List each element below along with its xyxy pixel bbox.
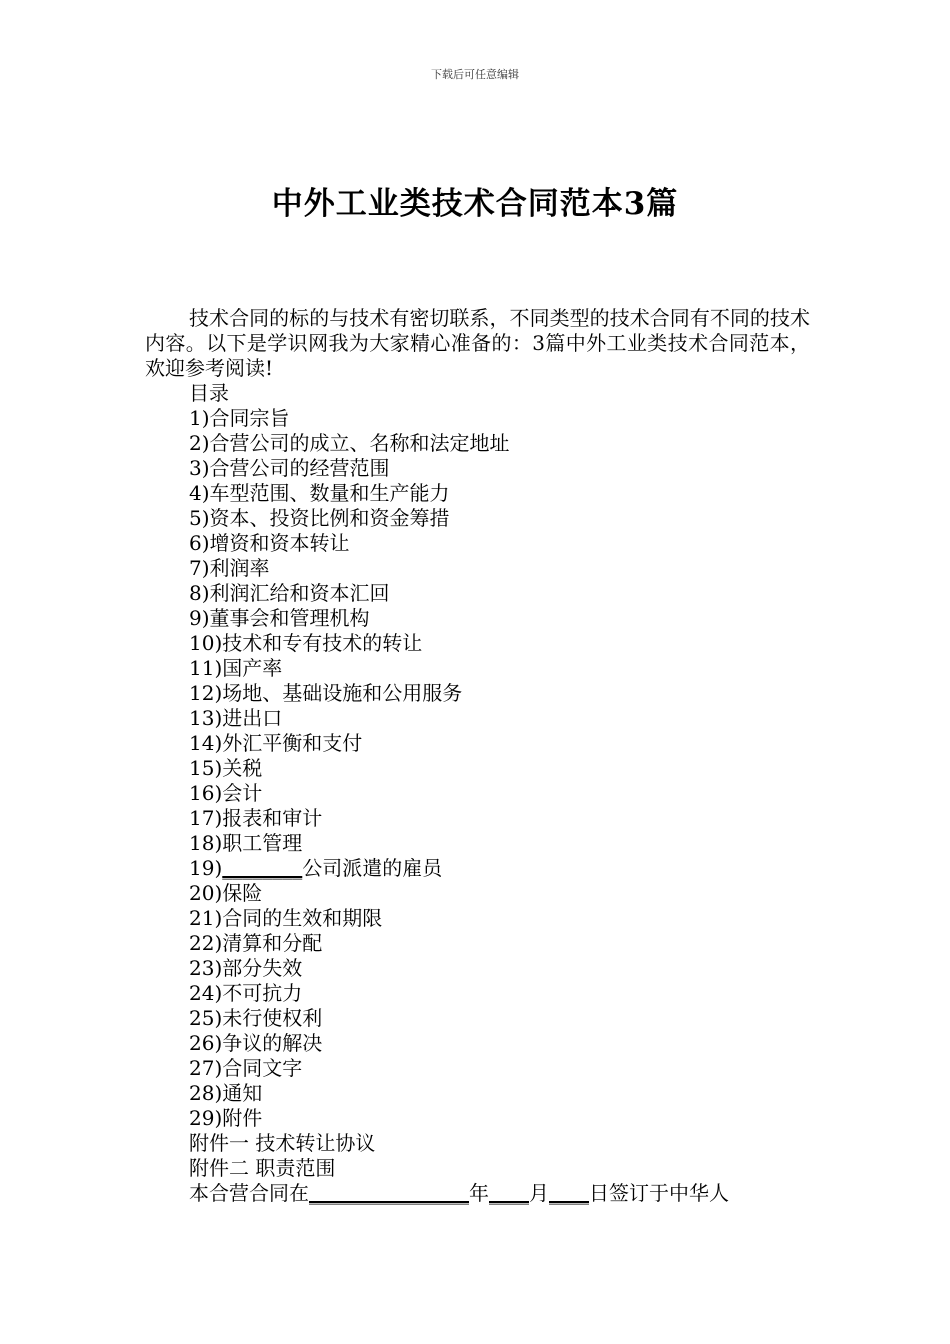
toc-item: 6)增资和资本转让 bbox=[189, 531, 350, 555]
toc-item: 22)清算和分配 bbox=[189, 931, 323, 955]
toc-item: 24)不可抗力 bbox=[189, 981, 303, 1005]
closing-part: 年 bbox=[469, 1181, 489, 1205]
toc-heading: 目录 bbox=[189, 381, 229, 405]
toc-item: 附件二 职责范围 bbox=[189, 1156, 336, 1180]
toc-item: 2)合营公司的成立、名称和法定地址 bbox=[189, 431, 510, 455]
document-title: 中外工业类技术合同范本3篇 bbox=[271, 186, 679, 222]
toc-item: 18)职工管理 bbox=[189, 831, 303, 855]
closing-blank-day: ____ bbox=[549, 1181, 589, 1205]
table-of-contents bbox=[145, 381, 810, 1181]
closing-blank-place: ________________ bbox=[309, 1181, 469, 1205]
toc-item: 15)关税 bbox=[189, 756, 263, 780]
toc-item: 11)国产率 bbox=[189, 656, 283, 680]
toc-item: 17)报表和审计 bbox=[189, 806, 323, 830]
document-body bbox=[145, 306, 810, 1206]
toc-item: 25)未行使权利 bbox=[189, 1006, 323, 1030]
page-header-note: 下载后可任意编辑 bbox=[431, 68, 519, 81]
closing-sentence bbox=[145, 1181, 810, 1206]
toc-item: 16)会计 bbox=[189, 781, 263, 805]
toc-item: 13)进出口 bbox=[189, 706, 283, 730]
intro-paragraph: 技术合同的标的与技术有密切联系，不同类型的技术合同有不同的技术内容。以下是学识网我为大家精心准备的：3篇中外工业类技术合同范本，欢迎参考阅读! bbox=[145, 306, 810, 380]
closing-part: 本合营合同在 bbox=[189, 1181, 309, 1205]
toc-item: 5)资本、投资比例和资金筹措 bbox=[189, 506, 450, 530]
toc-item: 29)附件 bbox=[189, 1106, 263, 1130]
toc-item: 7)利润率 bbox=[189, 556, 270, 580]
toc-item-19-prefix: 19) bbox=[189, 856, 223, 880]
toc-item: 12)场地、基础设施和公用服务 bbox=[189, 681, 463, 705]
toc-item: 9)董事会和管理机构 bbox=[189, 606, 370, 630]
toc-item-19-blank: ________ bbox=[222, 856, 303, 880]
toc-item: 26)争议的解决 bbox=[189, 1031, 323, 1055]
toc-item: 20)保险 bbox=[189, 881, 263, 905]
toc-item: 23)部分失效 bbox=[189, 956, 303, 980]
toc-item: 10)技术和专有技术的转让 bbox=[189, 631, 423, 655]
toc-item: 3)合营公司的经营范围 bbox=[189, 456, 390, 480]
toc-item: 1)合同宗旨 bbox=[189, 406, 290, 430]
toc-item: 附件一 技术转让协议 bbox=[189, 1131, 376, 1155]
toc-item: 14)外汇平衡和支付 bbox=[189, 731, 363, 755]
toc-item-19-suffix: 公司派遣的雇员 bbox=[302, 856, 443, 880]
toc-item: 21)合同的生效和期限 bbox=[189, 906, 383, 930]
toc-item: 8)利润汇给和资本汇回 bbox=[189, 581, 390, 605]
toc-item-19 bbox=[145, 856, 810, 881]
toc-item: 28)通知 bbox=[189, 1081, 263, 1105]
toc-item: 4)车型范围、数量和生产能力 bbox=[189, 481, 450, 505]
closing-part: 月 bbox=[529, 1181, 549, 1205]
closing-blank-month: ____ bbox=[489, 1181, 529, 1205]
closing-part: 日签订于中华人 bbox=[589, 1181, 729, 1205]
toc-item: 27)合同文字 bbox=[189, 1056, 303, 1080]
